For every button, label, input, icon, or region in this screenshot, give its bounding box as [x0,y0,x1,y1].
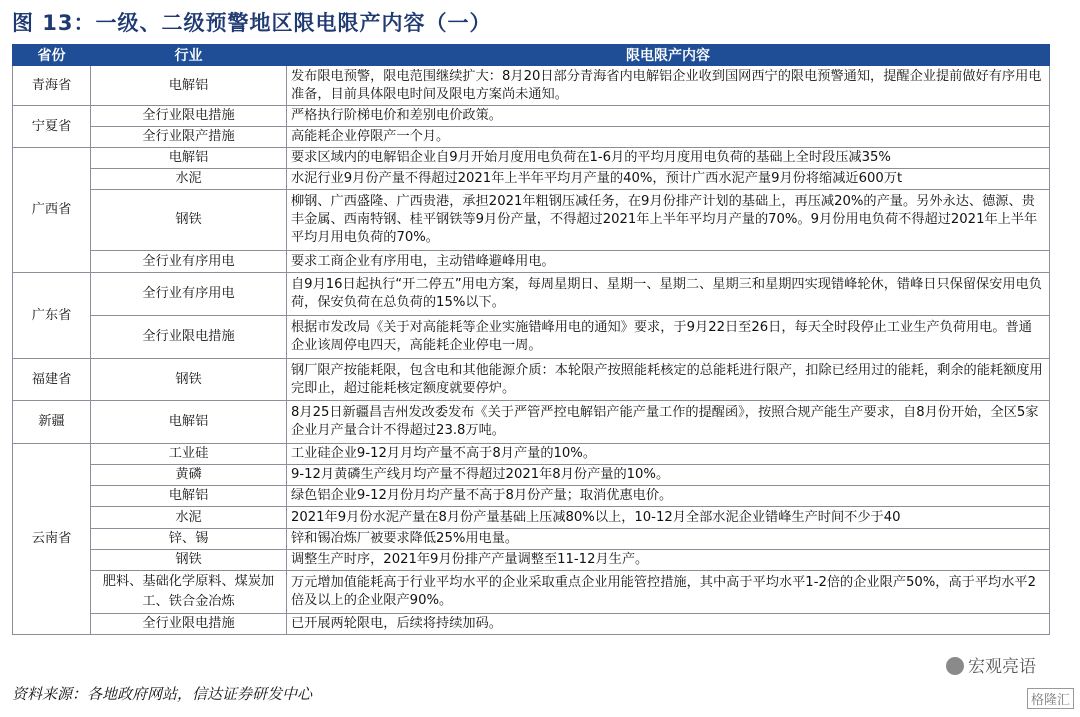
industry-cell: 全行业限电措施 [91,614,287,635]
content-cell: 9-12月黄磷生产线月均产量不得超过2021年8月份产量的10%。 [287,465,1050,486]
table-row [13,66,1050,106]
province-cell: 青海省 [13,66,91,106]
table-row [13,614,1050,635]
content-cell: 调整生产时序，2021年9月份排产产量调整至11-12月生产。 [287,550,1050,571]
industry-cell: 全行业限电措施 [91,316,287,359]
figure-title: 图 13：一级、二级预警地区限电限产内容（一） [12,11,492,35]
table-row [13,273,1050,316]
source-note: 资料来源：各地政府网站，信达证券研发中心 [12,685,313,703]
industry-cell: 全行业有序用电 [91,273,287,316]
header-industry: 行业 [91,45,287,66]
content-cell: 发布限电预警，限电范围继续扩大：8月20日部分青海省内电解铝企业收到国网西宁的限电预警通知，提醒企业提前做好有序用电准备，目前具体限电时间及限电方案尚未通知。 [287,66,1050,106]
header-row [13,45,1050,66]
province-cell: 广东省 [13,273,91,359]
industry-cell: 电解铝 [91,401,287,444]
industry-cell: 水泥 [91,169,287,190]
header-content: 限电限产内容 [287,45,1050,66]
table-row [13,401,1050,444]
wechat-watermark [946,652,1036,677]
watermark-text: 宏观亮语 [968,657,1036,677]
industry-cell: 电解铝 [91,66,287,106]
table-row [13,465,1050,486]
table-row [13,550,1050,571]
content-cell: 8月25日新疆昌吉州发改委发布《关于严管严控电解铝产能产量工作的提醒函》，按照合规产能生产要求，自8月份开始，全区5家企业月产量合计不得超过23.8万吨。 [287,401,1050,444]
province-cell: 福建省 [13,359,91,401]
wechat-icon [946,657,964,675]
table-row [13,148,1050,169]
restriction-table [12,44,1050,635]
content-cell: 高能耗企业停限产一个月。 [287,127,1050,148]
industry-cell: 肥料、基础化学原料、煤炭加工、铁合金冶炼 [91,571,287,614]
content-cell: 2021年9月份水泥产量在8月份产量基础上压减80%以上，10-12月全部水泥企业错峰生产时间不少于40 [287,507,1050,529]
content-cell: 工业硅企业9-12月月均产量不高于8月产量的10%。 [287,444,1050,465]
table-row [13,486,1050,507]
province-cell: 新疆 [13,401,91,444]
content-cell: 钢厂限产按能耗限，包含电和其他能源介质：本轮限产按照能耗核定的总能耗进行限产，扣除已经用过的能耗，剩余的能耗额度用完即止，超过能耗核定额度就要停炉。 [287,359,1050,401]
table-row [13,190,1050,251]
industry-cell: 电解铝 [91,148,287,169]
content-cell: 要求工商企业有序用电，主动错峰避峰用电。 [287,251,1050,273]
province-cell: 广西省 [13,148,91,273]
content-cell: 严格执行阶梯电价和差别电价政策。 [287,106,1050,127]
industry-cell: 工业硅 [91,444,287,465]
industry-cell: 水泥 [91,507,287,529]
industry-cell: 钢铁 [91,190,287,251]
content-cell: 要求区域内的电解铝企业自9月开始月度用电负荷在1-6月的平均月度用电负荷的基础上全时段压减35% [287,148,1050,169]
content-cell: 根据市发改局《关于对高能耗等企业实施错峰用电的通知》要求，于9月22日至26日，每天全时段停止工业生产负荷用电。普通企业该周停电四天，高能耗企业停电一周。 [287,316,1050,359]
gelonghui-watermark: 格隆汇 [1027,688,1074,709]
content-cell: 水泥行业9月份产量不得超过2021年上半年平均月产量的40%，预计广西水泥产量9月份将缩减近600万t [287,169,1050,190]
industry-cell: 锌、锡 [91,529,287,550]
industry-cell: 黄磷 [91,465,287,486]
industry-cell: 钢铁 [91,359,287,401]
content-cell: 已开展两轮限电，后续将持续加码。 [287,614,1050,635]
table-row [13,529,1050,550]
content-cell: 锌和锡冶炼厂被要求降低25%用电量。 [287,529,1050,550]
industry-cell: 全行业限电措施 [91,106,287,127]
content-cell: 万元增加值能耗高于行业平均水平的企业采取重点企业用能管控措施，其中高于平均水平1-2倍的企业限产50%，高于平均水平2倍及以上的企业限产90%。 [287,571,1050,614]
content-cell: 柳钢、广西盛隆、广西贵港，承担2021年粗钢压减任务，在9月份排产计划的基础上，再压减20%的产量。另外永达、德源、贵丰金属、西南特钢、桂平钢铁等9月份产量，不得超过2021年上半年平均月产量的70%。9月份用电负荷不得超过2021年上半年平均月用电负荷的70%。 [287,190,1050,251]
table-row [13,507,1050,529]
table-row [13,127,1050,148]
table-row [13,169,1050,190]
table-row [13,316,1050,359]
content-cell: 绿色铝企业9-12月份月均产量不高于8月份产量；取消优惠电价。 [287,486,1050,507]
industry-cell: 电解铝 [91,486,287,507]
province-cell: 云南省 [13,444,91,635]
table-row [13,106,1050,127]
table-row [13,571,1050,614]
header-province: 省份 [13,45,91,66]
table-row [13,251,1050,273]
content-cell: 自9月16日起执行“开二停五”用电方案，每周星期日、星期一、星期二、星期三和星期四实现错峰轮休，错峰日只保留保安用电负荷，保安负荷在总负荷的15%以下。 [287,273,1050,316]
province-cell: 宁夏省 [13,106,91,148]
industry-cell: 全行业有序用电 [91,251,287,273]
table-row [13,359,1050,401]
industry-cell: 全行业限产措施 [91,127,287,148]
table-row [13,444,1050,465]
industry-cell: 钢铁 [91,550,287,571]
